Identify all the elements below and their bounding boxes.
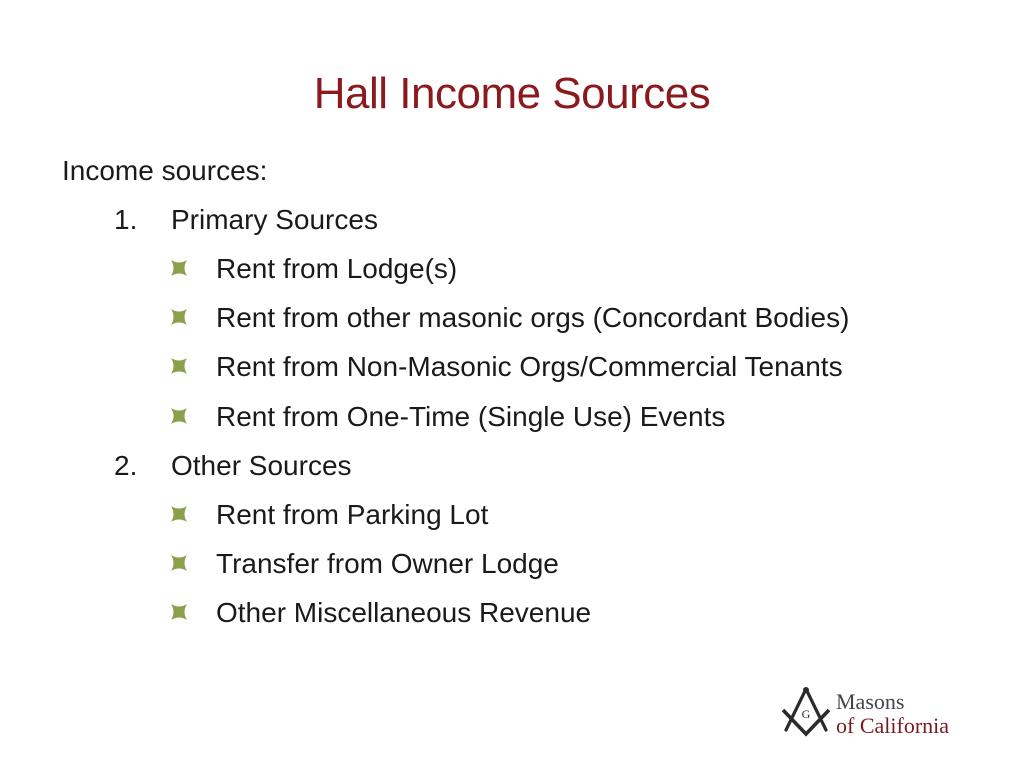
list-item-text: Rent from other masonic orgs (Concordant Bodies) bbox=[216, 302, 850, 334]
slide-title: Hall Income Sources bbox=[313, 69, 711, 118]
list-item-text: Other Miscellaneous Revenue bbox=[216, 597, 592, 629]
emblem-letter: G bbox=[801, 707, 811, 721]
intro-text: Income sources: bbox=[62, 154, 268, 186]
list-item-text: Transfer from Owner Lodge bbox=[216, 548, 559, 580]
list-item-text: Rent from Lodge(s) bbox=[216, 252, 458, 284]
section-label: Other Sources bbox=[171, 449, 352, 481]
fleur-bullet-icon bbox=[169, 307, 189, 327]
square-and-compasses-icon bbox=[780, 686, 832, 738]
fleur-bullet-icon bbox=[169, 258, 189, 278]
slide-body bbox=[62, 146, 982, 638]
list-item bbox=[62, 343, 982, 392]
section-other bbox=[62, 441, 982, 490]
list-item bbox=[62, 244, 982, 293]
list-item bbox=[62, 540, 982, 589]
section-number: 2. bbox=[114, 449, 138, 481]
list-item-text: Rent from Non-Masonic Orgs/Commercial Tenants bbox=[216, 351, 843, 383]
section-primary bbox=[62, 195, 982, 244]
fleur-bullet-icon bbox=[169, 356, 189, 376]
section-number: 1. bbox=[114, 203, 138, 235]
logo-line-2: of California bbox=[836, 713, 950, 738]
masons-of-california-logo bbox=[780, 686, 980, 742]
logo-text bbox=[836, 690, 949, 738]
list-item-text: Rent from Parking Lot bbox=[216, 498, 489, 530]
fleur-bullet-icon bbox=[169, 504, 189, 524]
list-item-text: Rent from One-Time (Single Use) Events bbox=[216, 400, 726, 432]
fleur-bullet-icon bbox=[169, 553, 189, 573]
section-label: Primary Sources bbox=[171, 203, 378, 235]
list-item bbox=[62, 392, 982, 441]
list-item bbox=[62, 294, 982, 343]
fleur-bullet-icon bbox=[169, 406, 189, 426]
list-item bbox=[62, 490, 982, 539]
list-item bbox=[62, 589, 982, 638]
fleur-bullet-icon bbox=[169, 602, 189, 622]
logo-line-1: Masons bbox=[836, 689, 905, 714]
